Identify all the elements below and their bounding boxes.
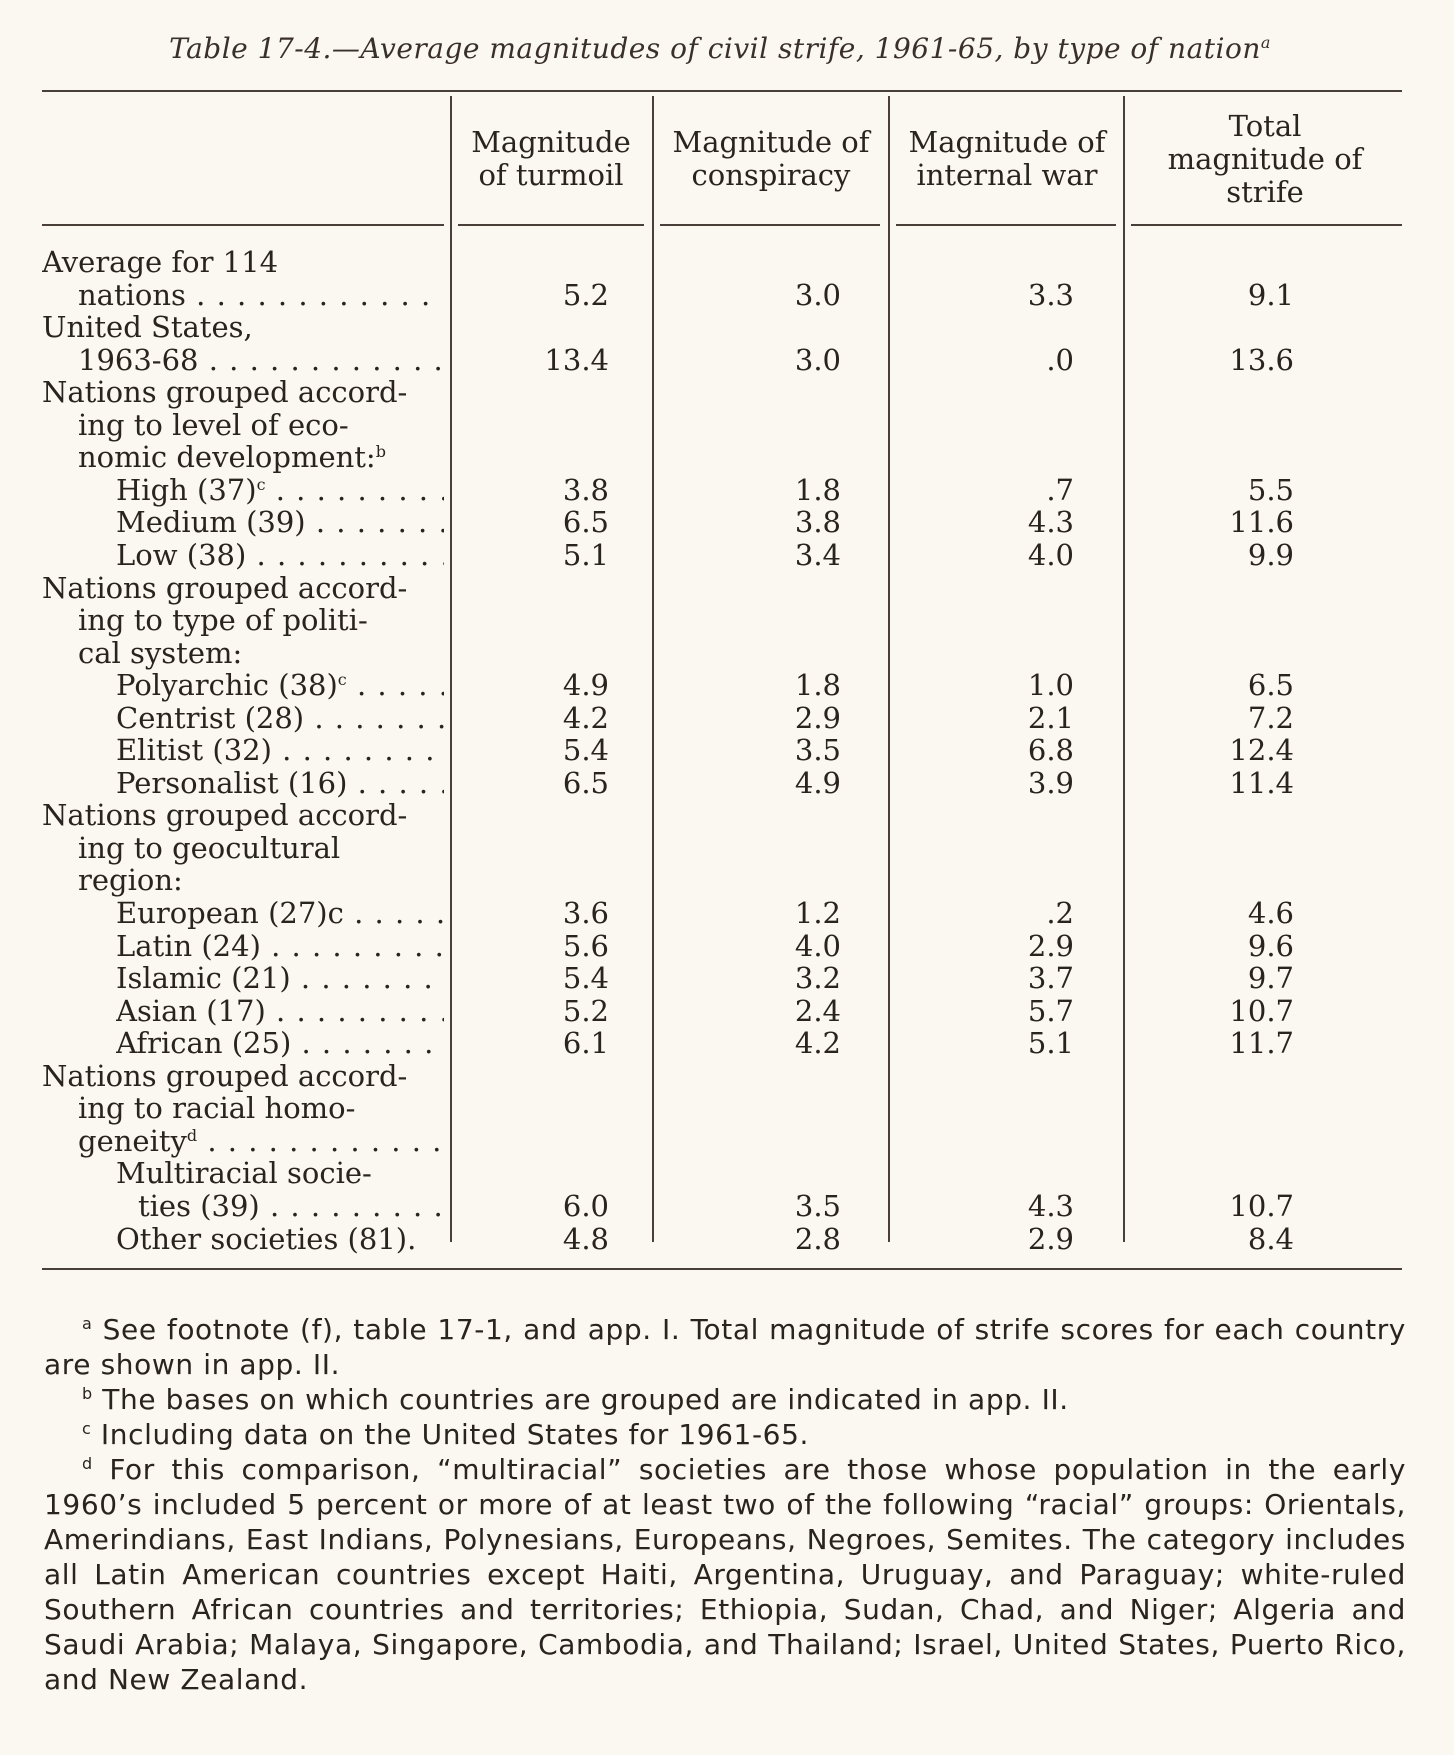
cell-value: 3.0 [794, 277, 841, 312]
footnote-b [44, 1382, 1406, 1417]
row-label-text: High (37) [116, 473, 257, 507]
row-label [42, 376, 444, 409]
cell-value: 5.2 [562, 993, 609, 1028]
row-label-text: African (25) [116, 1027, 292, 1061]
footnote-c [44, 1417, 1406, 1452]
cell-value: 4.8 [562, 1221, 609, 1256]
cell-value: 3.0 [794, 342, 841, 377]
row-label-text: 1963-68 [78, 343, 199, 377]
row-label [42, 572, 444, 605]
cell-value: 4.2 [562, 700, 609, 735]
column-header-line: internal war [916, 158, 1098, 192]
table-row [0, 279, 1454, 312]
table-title-note: a [1260, 33, 1271, 52]
row-label-text: ing to type of politi- [78, 604, 368, 638]
table-row [0, 1060, 1454, 1093]
table-bottom-rule [42, 1268, 1402, 1270]
cell-value: 7.2 [1247, 700, 1294, 735]
cell-value: 3.3 [1027, 277, 1074, 312]
cell-value: 2.4 [794, 993, 841, 1028]
row-label [42, 1060, 444, 1093]
row-label [116, 1223, 444, 1256]
table-row [0, 734, 1454, 767]
table-row [0, 376, 1454, 409]
footnote-mark: a [82, 1314, 93, 1333]
table-row [0, 572, 1454, 605]
row-label-text: ing to geocultural [78, 831, 341, 865]
row-label-text: Multiracial socie- [116, 1157, 372, 1191]
row-label-text: Nations grouped accord- [42, 376, 408, 410]
cell-value: 5.1 [1027, 1026, 1074, 1061]
table-row [0, 311, 1454, 344]
cell-value: 6.5 [1247, 668, 1294, 703]
table-row [0, 474, 1454, 507]
row-label-text: Asian (17) [116, 994, 266, 1028]
row-label [78, 604, 444, 637]
table-row [0, 767, 1454, 800]
row-label [78, 1125, 444, 1158]
row-label-note: d [186, 1125, 198, 1145]
cell-value: 8.4 [1247, 1221, 1294, 1256]
table-row [0, 669, 1454, 702]
table-row [0, 799, 1454, 832]
row-label [138, 1190, 444, 1223]
cell-value: 13.4 [544, 342, 609, 377]
header-rule-col1 [458, 224, 644, 226]
cell-value: 9.9 [1247, 537, 1294, 572]
table-row [0, 539, 1454, 572]
cell-value: 4.0 [1027, 537, 1074, 572]
column-header-conspiracy [654, 126, 888, 192]
row-label-text: ing to level of eco- [78, 408, 349, 442]
header-rule-col3 [896, 224, 1116, 226]
cell-value: 1.8 [794, 472, 841, 507]
row-label [42, 246, 444, 279]
table-row [0, 409, 1454, 442]
row-label [116, 702, 444, 735]
cell-value: 6.1 [562, 1026, 609, 1061]
row-label-text: nomic development: [78, 441, 376, 475]
column-header-line: Magnitude of [672, 125, 870, 159]
table-row [0, 930, 1454, 963]
row-label [116, 897, 444, 930]
cell-value: 2.1 [1027, 700, 1074, 735]
row-label [116, 930, 444, 963]
row-label-text: Elitist (32) [116, 734, 272, 768]
row-label-text: Latin (24) [116, 929, 261, 963]
cell-value: 9.6 [1247, 928, 1294, 963]
cell-value: 3.4 [794, 537, 841, 572]
column-header-line: conspiracy [691, 158, 851, 192]
row-label-text: Nations grouped accord- [42, 571, 408, 605]
table-row [0, 962, 1454, 995]
cell-value: 5.6 [562, 928, 609, 963]
row-label-text: Personalist (16) [116, 766, 348, 800]
table-title-text: Table 17-4.—Average magnitudes of civil strife, 1961-65, by type of nation [169, 32, 1261, 65]
row-label-text: cal system: [78, 636, 243, 670]
cell-value: 5.4 [562, 733, 609, 768]
cell-value: 5.7 [1027, 993, 1074, 1028]
row-label [116, 506, 444, 539]
cell-value: 12.4 [1229, 733, 1294, 768]
table-row [0, 864, 1454, 897]
row-label [78, 832, 444, 865]
row-label [78, 279, 444, 312]
table-row [0, 506, 1454, 539]
footnotes [44, 1312, 1406, 1697]
row-label [116, 1027, 444, 1060]
table-row [0, 246, 1454, 279]
column-header-total-strife [1125, 110, 1405, 209]
row-label [78, 409, 444, 442]
table-row [0, 1125, 1454, 1158]
row-label-note: c [337, 670, 347, 690]
cell-value: 3.5 [794, 733, 841, 768]
cell-value: 4.9 [794, 765, 841, 800]
table-row [0, 1223, 1454, 1256]
row-label [42, 311, 444, 344]
row-label [78, 344, 444, 377]
table-row [0, 995, 1454, 1028]
column-header-line: magnitude of [1167, 142, 1363, 176]
row-label [42, 799, 444, 832]
footnote-text: See footnote (f), table 17-1, and app. I. Total magnitude of strife scores for each country are shown in app. II. [44, 1313, 1406, 1381]
table-row [0, 1190, 1454, 1223]
cell-value: 3.7 [1027, 961, 1074, 996]
table-row [0, 604, 1454, 637]
table-row [0, 1157, 1454, 1190]
cell-value: 4.0 [794, 928, 841, 963]
cell-value: 2.9 [1027, 1221, 1074, 1256]
cell-value: 9.7 [1247, 961, 1294, 996]
row-label [116, 1157, 444, 1190]
table-top-rule [42, 90, 1402, 92]
table-title [40, 32, 1400, 65]
cell-value: 4.6 [1247, 896, 1294, 930]
cell-value: 3.9 [1027, 765, 1074, 800]
row-label-note: b [375, 442, 386, 462]
cell-value: 4.2 [794, 1026, 841, 1061]
cell-value: 4.3 [1027, 505, 1074, 540]
cell-value: 1.8 [794, 668, 841, 703]
cell-value: 13.6 [1229, 342, 1294, 377]
footnote-text: Including data on the United States for 1961-65. [100, 1418, 810, 1451]
footnote-text: For this comparison, “multiracial” societies are those whose population in the early 1960’s included 5 percent or more of at least two of the following “racial” groups: Orientals, Amerindians, East Indians, Polynesians, Europeans, Negroes, Semites. The category includes all Latin American countries except Haiti, Argentina, Uruguay, and Paraguay; white-ruled Southern African countries and territories; Ethiopia, Sudan, Chad, and Niger; Algeria and Saudi Arabia; Malaya, Singapore, Cambodia, and Thailand; Israel, United States, Puerto Rico, and New Zealand. [44, 1453, 1406, 1696]
row-label-text: Polyarchic (38) [116, 669, 338, 703]
row-label [116, 734, 444, 767]
row-label-text: nations [78, 278, 186, 312]
cell-value: 10.7 [1229, 1188, 1294, 1223]
header-rule-stub [42, 224, 444, 226]
row-label [78, 864, 444, 897]
cell-value: 5.4 [562, 961, 609, 996]
cell-value: 2.8 [794, 1221, 841, 1256]
cell-value: 3.2 [794, 961, 841, 996]
cell-value: 6.5 [562, 765, 609, 800]
column-header-line: Total [1228, 109, 1302, 143]
cell-value: 3.8 [562, 472, 609, 507]
cell-value: 10.7 [1229, 993, 1294, 1028]
cell-value: 4.9 [562, 668, 609, 703]
row-label [78, 637, 444, 670]
column-header-internal-war [890, 126, 1124, 192]
table-row [0, 441, 1454, 474]
footnote-mark: c [82, 1419, 92, 1438]
cell-value: 11.4 [1229, 765, 1294, 800]
cell-value: .0 [1046, 342, 1074, 377]
row-label-text: Average for 114 [42, 246, 279, 279]
cell-value: 2.9 [794, 700, 841, 735]
table-row [0, 1027, 1454, 1060]
header-rule-col2 [660, 224, 880, 226]
row-label [116, 962, 444, 995]
cell-value: .7 [1046, 472, 1074, 507]
cell-value: 2.9 [1027, 928, 1074, 963]
cell-value: 11.6 [1229, 505, 1294, 540]
row-label-text: ties (39) [138, 1189, 260, 1223]
row-label-text: geneity [78, 1124, 187, 1158]
cell-value: .2 [1046, 896, 1074, 930]
row-label [116, 669, 444, 702]
row-label [78, 1092, 444, 1125]
row-label [116, 539, 444, 572]
row-label-text: Nations grouped accord- [42, 1059, 408, 1093]
column-header-turmoil [452, 126, 650, 192]
row-label-text: Nations grouped accord- [42, 799, 408, 833]
cell-value: 4.3 [1027, 1188, 1074, 1223]
row-label [116, 767, 444, 800]
table-row [0, 702, 1454, 735]
cell-value: 5.2 [562, 277, 609, 312]
column-header-line: of turmoil [478, 158, 624, 192]
cell-value: 6.8 [1027, 733, 1074, 768]
cell-value: 1.2 [794, 896, 841, 930]
footnote-d [44, 1452, 1406, 1697]
column-header-line: Magnitude of [908, 125, 1106, 159]
table-row [0, 344, 1454, 377]
cell-value: 5.5 [1247, 472, 1294, 507]
footnote-a [44, 1312, 1406, 1382]
row-label-text: ing to racial homo- [78, 1092, 356, 1126]
column-header-line: strife [1226, 175, 1304, 209]
footnote-mark: d [82, 1454, 93, 1473]
cell-value: 3.5 [794, 1188, 841, 1223]
cell-value: 3.6 [562, 896, 609, 930]
cell-value: 3.8 [794, 505, 841, 540]
table-row [0, 637, 1454, 670]
footnote-text: The bases on which countries are grouped are indicated in app. II. [102, 1383, 1069, 1416]
footnote-mark: b [82, 1384, 93, 1403]
header-rule-col4 [1131, 224, 1402, 226]
row-label-text: Low (38) [116, 538, 247, 572]
row-label-text: Other societies (81). [116, 1222, 417, 1256]
row-label [116, 474, 444, 507]
row-label-text: region: [78, 864, 183, 898]
table-row [0, 832, 1454, 865]
row-label [78, 441, 444, 474]
row-label-text: Medium (39) [116, 506, 306, 540]
row-label-note: c [256, 474, 266, 494]
table-row [0, 897, 1454, 930]
column-header-line: Magnitude [471, 125, 631, 159]
cell-value: 1.0 [1027, 668, 1074, 703]
cell-value: 6.5 [562, 505, 609, 540]
cell-value: 11.7 [1229, 1026, 1294, 1061]
row-label-text: Centrist (28) [116, 701, 305, 735]
row-label-text: United States, [42, 311, 253, 345]
row-label-text: European (27)c [116, 897, 344, 930]
row-label [116, 995, 444, 1028]
table-row [0, 1092, 1454, 1125]
cell-value: 6.0 [562, 1188, 609, 1223]
cell-value: 5.1 [562, 537, 609, 572]
cell-value: 9.1 [1247, 277, 1294, 312]
row-label-text: Islamic (21) [116, 962, 291, 996]
